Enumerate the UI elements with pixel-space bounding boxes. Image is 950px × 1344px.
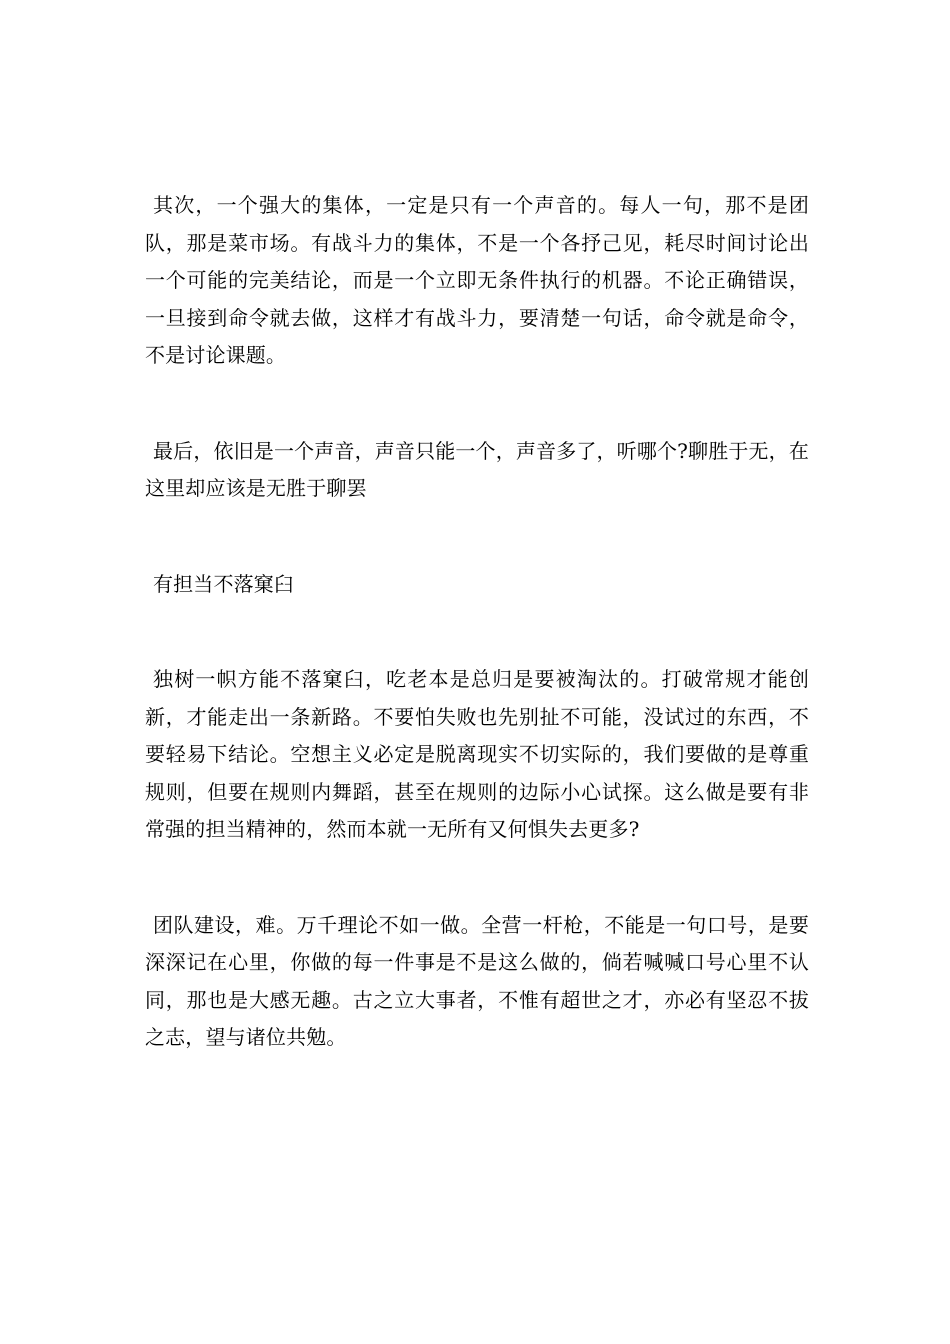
paragraph-one-voice: 最后，依旧是一个声音，声音只能一个，声音多了，听哪个?聊胜于无，在这里却应该是无胜于聊罢 (145, 438, 809, 500)
section-heading: 有担当不落窠臼 (153, 571, 295, 596)
document-page (145, 187, 809, 1057)
paragraph-team-building: 团队建设，难。万千理论不如一做。全营一杆枪，不能是一句口号，是要深深记在心里，你做的每一件事是不是这么做的，倘若喊喊口号心里不认同，那也是大感无趣。古之立大事者，不惟有超世之才，亦必有坚忍不拔之志，望与诸位共勉。 (145, 912, 809, 1049)
paragraph-unity: 其次，一个强大的集体，一定是只有一个声音的。每人一句，那不是团队，那是菜市场。有战斗力的集体，不是一个各抒己见，耗尽时间讨论出一个可能的完美结论，而是一个立即无条件执行的机器。不论正确错误，一旦接到命令就去做，这样才有战斗力，要清楚一句话，命令就是命令，不是讨论课题。 (145, 193, 809, 367)
paragraph-innovation: 独树一帜方能不落窠臼，吃老本是总归是要被淘汰的。打破常规才能创新，才能走出一条新路。不要怕失败也先别扯不可能，没试过的东西，不要轻易下结论。空想主义必定是脱离现实不切实际的，我们要做的是尊重规则，但要在规则内舞蹈，甚至在规则的边际小心试探。这么做是要有非常强的担当精神的，然而本就一无所有又何惧失去更多? (145, 667, 809, 841)
